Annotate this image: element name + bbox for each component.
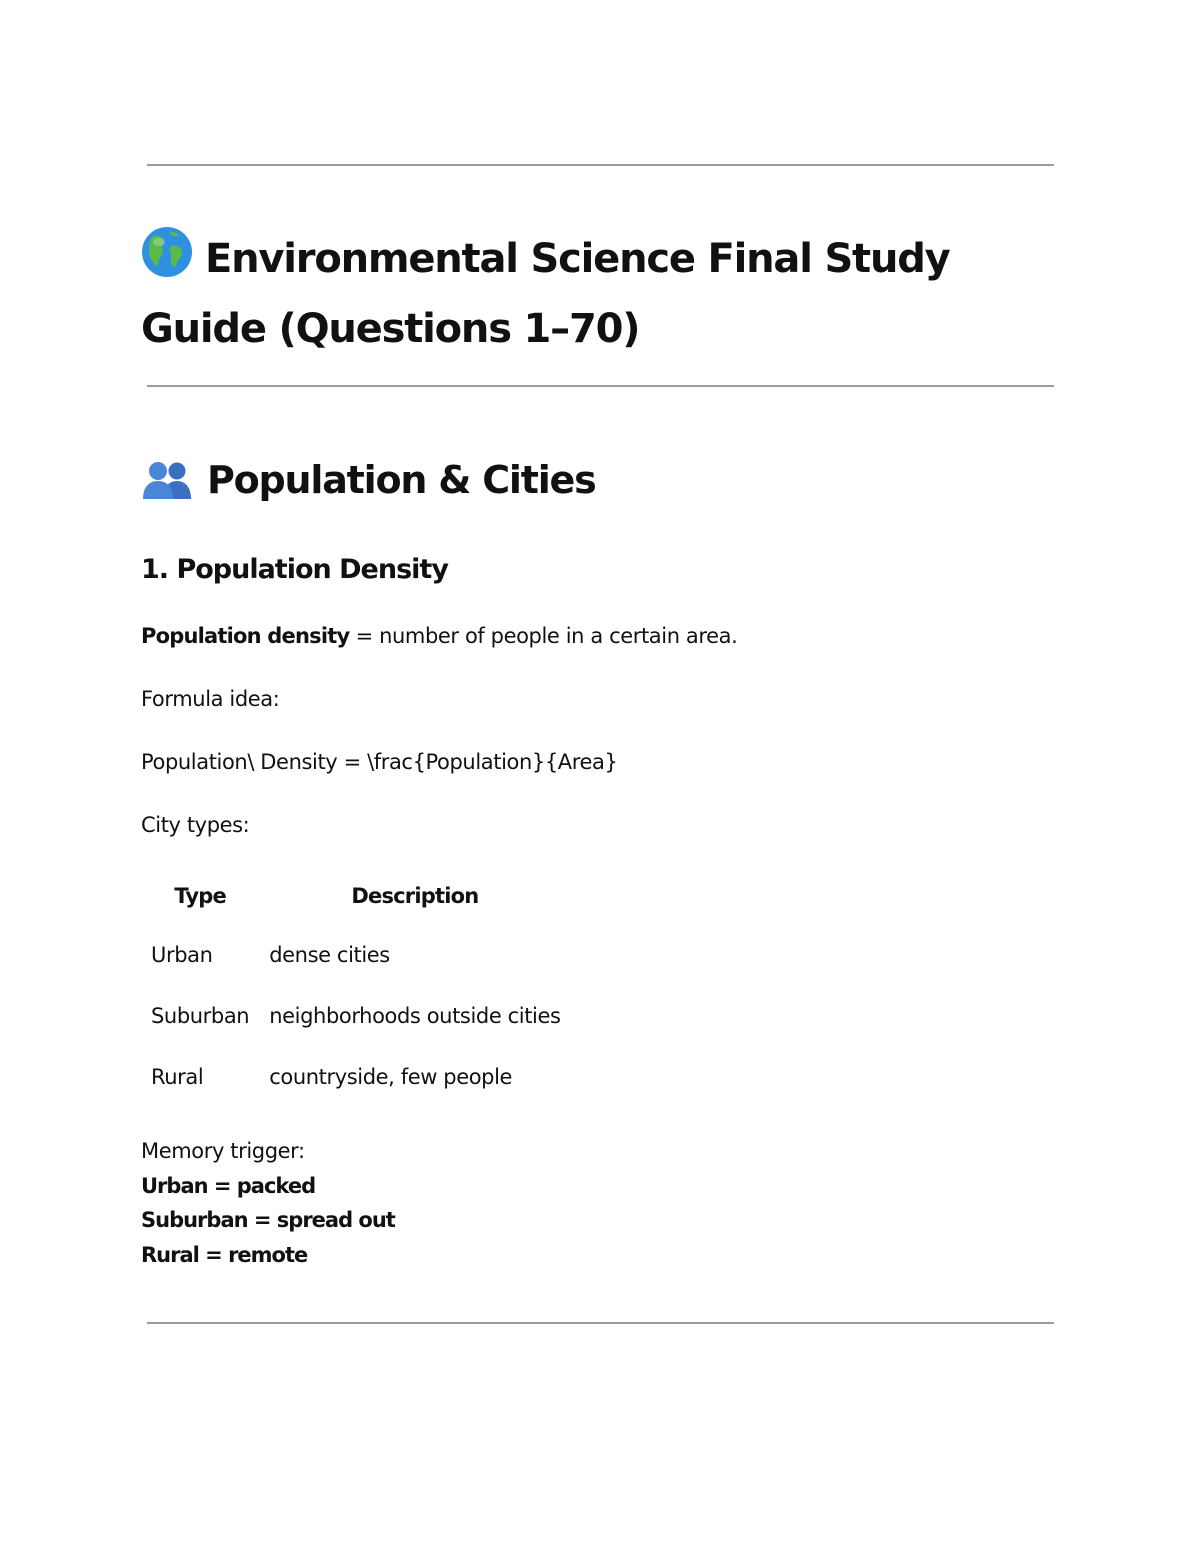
table-cell-type: Rural <box>151 1064 204 1089</box>
subsection-heading: 1. Population Density <box>141 554 448 585</box>
table-header-type: Type <box>174 884 226 908</box>
definition-text: = number of people in a certain area. <box>349 624 738 648</box>
definition-term: Population density <box>141 624 350 648</box>
definition-paragraph <box>141 621 737 651</box>
table-header-row <box>141 868 571 924</box>
memory-trigger-label: Memory trigger: <box>141 1139 305 1163</box>
city-types-label: City types: <box>141 813 250 837</box>
memory-item-rural: Rural = remote <box>141 1242 308 1267</box>
table-cell-description: dense cities <box>269 942 390 967</box>
memory-item-urban: Urban = packed <box>141 1173 316 1198</box>
table-header-description: Description <box>351 884 479 908</box>
table-cell-description: neighborhoods outside cities <box>269 1003 561 1028</box>
formula-label: Formula idea: <box>141 687 280 711</box>
memory-item-suburban: Suburban = spread out <box>141 1208 395 1232</box>
city-types-table <box>141 868 571 1107</box>
divider <box>147 164 1054 166</box>
table-cell-type: Urban <box>151 942 213 967</box>
table-row <box>141 924 571 985</box>
divider <box>147 385 1054 387</box>
table-row <box>141 985 571 1046</box>
document-title: Environmental Science Final Study Guide (Questions 1–70) <box>141 226 1054 361</box>
memory-trigger <box>141 1134 395 1272</box>
people-icon <box>141 456 195 516</box>
divider <box>147 1322 1054 1324</box>
table-cell-description: countryside, few people <box>269 1064 513 1089</box>
table-cell-type: Suburban <box>151 1003 250 1028</box>
table-row <box>141 1046 571 1107</box>
formula-text: Population\ Density = \frac{Population}{Area} <box>141 750 618 774</box>
section-heading: Population & Cities <box>141 450 596 516</box>
globe-icon <box>141 226 193 297</box>
